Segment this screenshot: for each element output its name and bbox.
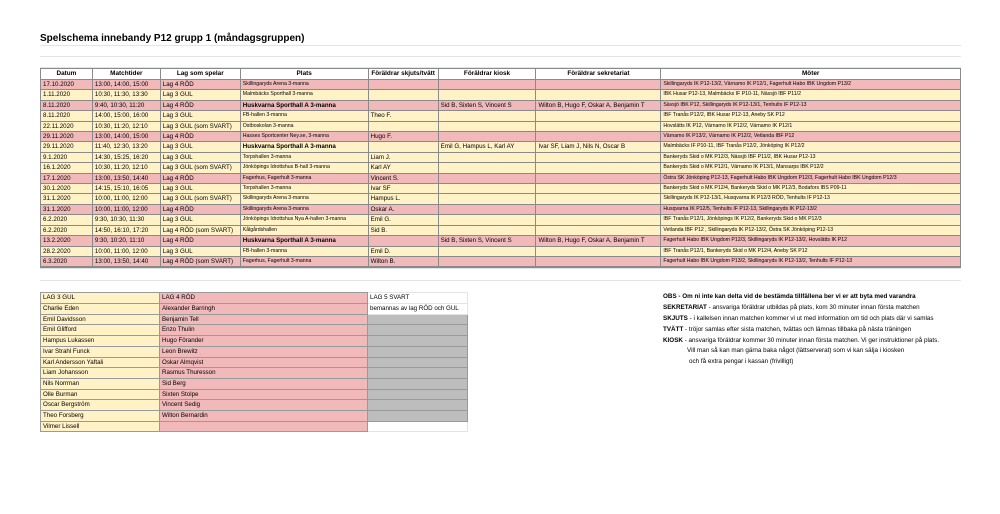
place-cell: Jönköpings Idrottshus Nya A-hallen 3-manna bbox=[240, 215, 368, 225]
opponents-cell: Hovslätts IK P12, Värnamo IK P12/2, Värnamo IK P12/1 bbox=[661, 121, 961, 131]
opponents-cell: Vetlanda IBF P12 , Skillingaryds IK P12-13/2, Östra SK Jönköping P12-13 bbox=[661, 225, 961, 235]
times-cell: 10:30, 11:20, 12:10 bbox=[92, 121, 160, 131]
opponents-cell: Skillingaryds IK P12-13/2, Värnamo IK P12/1, Fagerhult Habo IBK Ungdom P13/2 bbox=[661, 80, 961, 90]
skjuts-cell: Liam J. bbox=[368, 152, 438, 162]
skjuts-cell bbox=[368, 236, 438, 246]
svart-cell bbox=[368, 368, 468, 379]
svart-cell bbox=[368, 378, 468, 389]
svart-cell bbox=[368, 389, 468, 400]
place-cell: Huskvarna Sporthall A 3-manna bbox=[240, 142, 368, 152]
team-row bbox=[41, 314, 468, 325]
svart-cell bbox=[368, 325, 468, 336]
team-cell: Lag 3 GUL (som SVART) bbox=[160, 121, 240, 131]
kiosk-cell bbox=[438, 173, 536, 183]
opponents-cell: Husqvarna IK P12/5, Tenhults IF P12-13, Skillingaryds IK P12-13/2 bbox=[661, 204, 961, 214]
schedule-row bbox=[41, 184, 961, 194]
schedule-row bbox=[41, 236, 961, 246]
place-cell: Skillingaryds Arena 3-manna bbox=[240, 80, 368, 90]
place-cell: Huskvarna Sporthall A 3-manna bbox=[240, 100, 368, 110]
rod-member: Sixten Stolpe bbox=[160, 389, 368, 400]
skjuts-cell bbox=[368, 121, 438, 131]
svart-cell bbox=[368, 411, 468, 422]
team-row bbox=[41, 389, 468, 400]
schedule-row bbox=[41, 246, 961, 256]
date-cell: 6.3.2020 bbox=[41, 256, 93, 266]
date-cell: 8.11.2020 bbox=[41, 111, 93, 121]
opponents-cell: Skillingaryds IK P12-13/1, Husqvarna IK P12/3 RÖD, Tenhults IF P12-13 bbox=[661, 194, 961, 204]
schedule-row bbox=[41, 163, 961, 173]
date-cell: 1.11.2020 bbox=[41, 90, 93, 100]
schedule-row bbox=[41, 142, 961, 152]
place-cell: Torpshallen 3-manna bbox=[240, 152, 368, 162]
column-header: Möter bbox=[661, 69, 961, 80]
rod-member: Oskar Almqvist bbox=[160, 357, 368, 368]
team-cell: Lag 3 GUL bbox=[160, 152, 240, 162]
sekretariat-cell bbox=[536, 121, 661, 131]
team-cell: Lag 3 GUL bbox=[160, 111, 240, 121]
times-cell: 14:30, 15:25, 16:20 bbox=[92, 152, 160, 162]
opponents-cell: IBF Tranås P12/1, Jönköpings IK P12/2, Bankeryds Skid o MK P12/3 bbox=[661, 215, 961, 225]
team-cell: Lag 4 RÖD bbox=[160, 236, 240, 246]
schedule-row bbox=[41, 204, 961, 214]
gul-member: Ivar Strahl Funck bbox=[41, 346, 160, 357]
svart-cell bbox=[368, 357, 468, 368]
times-cell: 13:00, 14:00, 15:00 bbox=[92, 80, 160, 90]
sekretariat-cell bbox=[536, 90, 661, 100]
gul-member: Olle Burman bbox=[41, 389, 160, 400]
place-cell: FB-hallen 3-manna bbox=[240, 246, 368, 256]
schedule-row bbox=[41, 173, 961, 183]
opponents-cell: Bankeryds Skid o MK P12/1, Värnamo IK P13/1, Mansarps IBK P12/2 bbox=[661, 163, 961, 173]
team-row bbox=[41, 368, 468, 379]
gul-member: Liam Johansson bbox=[41, 368, 160, 379]
kiosk-cell bbox=[438, 194, 536, 204]
sekretariat-cell bbox=[536, 194, 661, 204]
gul-member: Oscar Bergström bbox=[41, 400, 160, 411]
schedule-row bbox=[41, 194, 961, 204]
kiosk-cell bbox=[438, 215, 536, 225]
team-row bbox=[41, 357, 468, 368]
column-header: Datum bbox=[41, 69, 93, 80]
svart-cell bbox=[368, 336, 468, 347]
svart-note: bemannas av lag RÖD och GUL bbox=[368, 304, 468, 315]
sekretariat-cell bbox=[536, 132, 661, 142]
kiosk-cell bbox=[438, 111, 536, 121]
kiosk-cell: Sid B, Sixten S, Vincent S bbox=[438, 236, 536, 246]
kiosk-cell bbox=[438, 163, 536, 173]
opponents-cell: Malmbäcks IF P10-11, IBF Tranås P12/2, Jönköping IK P12/2 bbox=[661, 142, 961, 152]
date-cell: 29.11.2020 bbox=[41, 142, 93, 152]
times-cell: 10:00, 11:00, 12:00 bbox=[92, 246, 160, 256]
schedule-table bbox=[40, 68, 961, 267]
team-cell: Lag 4 RÖD bbox=[160, 204, 240, 214]
skjuts-cell: Sid B. bbox=[368, 225, 438, 235]
skjuts-cell: Oskar A. bbox=[368, 204, 438, 214]
rod-header: LAG 4 RÖD bbox=[160, 293, 368, 304]
skjuts-cell: Vincent S. bbox=[368, 173, 438, 183]
team-cell: Lag 3 GUL bbox=[160, 246, 240, 256]
place-cell: Malmbäcks Sporthall 3-manna bbox=[240, 90, 368, 100]
rod-member: Leon Brewitz bbox=[160, 346, 368, 357]
skjuts-cell: Karl AY bbox=[368, 163, 438, 173]
times-cell: 10:00, 11:00, 12:00 bbox=[92, 204, 160, 214]
kiosk-cell bbox=[438, 90, 536, 100]
place-cell: Hasses Sportcenter Ney.se, 3-manna bbox=[240, 132, 368, 142]
date-cell: 16.1.2020 bbox=[41, 163, 93, 173]
team-row bbox=[41, 346, 468, 357]
gul-member: Karl Andersson Yaftali bbox=[41, 357, 160, 368]
sekretariat-cell bbox=[536, 80, 661, 90]
gul-member: Hampus Lukassen bbox=[41, 336, 160, 347]
rod-member bbox=[160, 421, 368, 432]
times-cell: 9:30, 10:20, 11:10 bbox=[92, 236, 160, 246]
sekretariat-cell bbox=[536, 215, 661, 225]
date-cell: 17.1.2020 bbox=[41, 173, 93, 183]
note-kiosk: KIOSK - ansvariga föräldrar kommer 30 minuter innan första matchen. Vi ger instruktioner på plats. bbox=[663, 336, 940, 344]
kiosk-cell bbox=[438, 225, 536, 235]
sekretariat-cell bbox=[536, 225, 661, 235]
team-row bbox=[41, 421, 468, 432]
rod-member: Hugo Förander bbox=[160, 336, 368, 347]
lower-section bbox=[40, 292, 961, 442]
kiosk-cell bbox=[438, 80, 536, 90]
date-cell: 28.2.2020 bbox=[41, 246, 93, 256]
sekretariat-cell: Wilton B, Hugo F, Oskar A, Benjamin T bbox=[536, 236, 661, 246]
date-cell: 8.11.2020 bbox=[41, 100, 93, 110]
team-row bbox=[41, 325, 468, 336]
kiosk-cell: Sid B, Sixten S, Vincent S bbox=[438, 100, 536, 110]
note-skjuts: SKJUTS - i kallelsen innan matchen kommer vi ut med information om tid och plats där vi samlas bbox=[663, 314, 934, 322]
rod-member: Vincent Sedig bbox=[160, 400, 368, 411]
place-cell: Huskvarna Sporthall A 3-manna bbox=[240, 236, 368, 246]
schedule-row bbox=[41, 225, 961, 235]
sekretariat-cell bbox=[536, 256, 661, 266]
opponents-cell: Sävsjö IBK P12, Skillingaryds IK P12-13/1, Tenhults IF P12-13 bbox=[661, 100, 961, 110]
place-cell: Skillingaryds Arena 3-manna bbox=[240, 204, 368, 214]
date-cell: 6.2.2020 bbox=[41, 215, 93, 225]
place-cell: Ostboskolan 3-manna bbox=[240, 121, 368, 131]
skjuts-cell: Theo F. bbox=[368, 111, 438, 121]
place-cell: Kålgårdshallen bbox=[240, 225, 368, 235]
sekretariat-cell bbox=[536, 204, 661, 214]
kiosk-cell bbox=[438, 121, 536, 131]
gul-header: LAG 3 GUL bbox=[41, 293, 160, 304]
sekretariat-cell bbox=[536, 246, 661, 256]
opponents-cell: Bankeryds Skid o MK P12/4, Bankeryds Skid o MK P12/3, Bodafors IBS P09-11 bbox=[661, 184, 961, 194]
column-header: Föräldrar kiosk bbox=[438, 69, 536, 80]
page-title: Spelschema innebandy P12 grupp 1 (måndagsgruppen) bbox=[40, 33, 305, 44]
date-cell: 22.11.2020 bbox=[41, 121, 93, 131]
team-cell: Lag 4 RÖD bbox=[160, 100, 240, 110]
sekretariat-cell: Ivar SF, Liam J, Nils N, Oscar B bbox=[536, 142, 661, 152]
column-header: Lag som spelar bbox=[160, 69, 240, 80]
svart-cell bbox=[368, 346, 468, 357]
note-tvatt: TVÄTT - tröjor samlas efter sista matchen, tvättas och lämnas tillbaka på nästa träningen bbox=[663, 325, 912, 333]
gul-member: Vilmer Lissell bbox=[41, 421, 160, 432]
sekretariat-cell bbox=[536, 163, 661, 173]
team-row bbox=[41, 378, 468, 389]
sekretariat-cell bbox=[536, 111, 661, 121]
opponents-cell: IBF Tranås P12/2, IBK Husar P12-13, Aneby SK P12 bbox=[661, 111, 961, 121]
rod-member: Benjamin Tell bbox=[160, 314, 368, 325]
notes-panel bbox=[663, 292, 963, 368]
sekretariat-cell: Wilton B, Hugo F, Oskar A, Benjamin T bbox=[536, 100, 661, 110]
date-cell: 9.1.2020 bbox=[41, 152, 93, 162]
kiosk-cell bbox=[438, 152, 536, 162]
rod-member: Wilton Bernardin bbox=[160, 411, 368, 422]
rod-member: Sid Berg bbox=[160, 378, 368, 389]
svart-cell bbox=[368, 314, 468, 325]
times-cell: 10:30, 11:30, 13:30 bbox=[92, 90, 160, 100]
skjuts-cell: Hampus L. bbox=[368, 194, 438, 204]
skjuts-cell bbox=[368, 90, 438, 100]
rod-member: Alexander Barringh bbox=[160, 304, 368, 315]
opponents-cell: IBF Tranås P12/1, Bankeryds Skid o MK P12/4, Aneby SK P12 bbox=[661, 246, 961, 256]
column-header: Föräldrar sekretariat bbox=[536, 69, 661, 80]
schedule-row bbox=[41, 90, 961, 100]
column-header: Plats bbox=[240, 69, 368, 80]
date-cell: 31.1.2020 bbox=[41, 194, 93, 204]
team-cell: Lag 4 RÖD (som SVART) bbox=[160, 225, 240, 235]
schedule-row bbox=[41, 152, 961, 162]
opponents-cell: Fagerhult Habo IBK Ungdom P13/2, Skillingaryds IK P12-13/2, Tenhults IF P12-13 bbox=[661, 256, 961, 266]
skjuts-cell bbox=[368, 100, 438, 110]
rod-member: Rasmus Thuresson bbox=[160, 368, 368, 379]
team-cell: Lag 4 RÖD (som SVART) bbox=[160, 256, 240, 266]
kiosk-cell bbox=[438, 246, 536, 256]
opponents-cell: Östra SK Jönköping P12-13, Fagerhult Habo IBK Ungdom P12/3, Fagerhult Habo IBK Ungdom P12/3 bbox=[661, 173, 961, 183]
times-cell: 14:15, 15:10, 16:05 bbox=[92, 184, 160, 194]
column-header: Föräldrar skjuts/tvätt bbox=[368, 69, 438, 80]
gul-member: Charlie Eden bbox=[41, 304, 160, 315]
gul-member: Emil Davidsson bbox=[41, 314, 160, 325]
gul-member: Theo Forsberg bbox=[41, 411, 160, 422]
times-cell: 13:00, 14:00, 15:00 bbox=[92, 132, 160, 142]
times-cell: 9:30, 10:30, 11:30 bbox=[92, 215, 160, 225]
place-cell: FB-hallen 3-manna bbox=[240, 111, 368, 121]
team-cell: Lag 4 RÖD bbox=[160, 173, 240, 183]
date-cell: 17.10.2020 bbox=[41, 80, 93, 90]
schedule-row bbox=[41, 121, 961, 131]
svart-cell bbox=[368, 400, 468, 411]
teams-table bbox=[40, 292, 468, 432]
opponents-cell: IBK Husar P12-13, Malmbäcks IF P10-11, Nässjö IBF P11/2 bbox=[661, 90, 961, 100]
team-cell: Lag 3 GUL bbox=[160, 142, 240, 152]
team-cell: Lag 3 GUL bbox=[160, 215, 240, 225]
spreadsheet bbox=[40, 33, 961, 442]
schedule-row bbox=[41, 256, 961, 266]
note-sekretariat: SEKRETARIAT - ansvariga föräldrar utbildas på plats, kom 30 minuter innan första matchen bbox=[663, 304, 920, 312]
svart-cell bbox=[368, 421, 468, 432]
note-kiosk-line3: och få extra pengar i kassan (frivilligt) bbox=[689, 358, 794, 366]
date-cell: 30.1.2020 bbox=[41, 184, 93, 194]
place-cell: Skillingaryds Arena 3-manna bbox=[240, 194, 368, 204]
place-cell: Fagerhus, Fagerhult 3-manna bbox=[240, 256, 368, 266]
times-cell: 9:40, 10:30, 11:20 bbox=[92, 100, 160, 110]
team-row bbox=[41, 304, 468, 315]
skjuts-cell: Emil G. bbox=[368, 215, 438, 225]
skjuts-cell: Wilton B. bbox=[368, 256, 438, 266]
kiosk-cell bbox=[438, 132, 536, 142]
gul-member: Nils Norrman bbox=[41, 378, 160, 389]
team-cell: Lag 3 GUL (som SVART) bbox=[160, 194, 240, 204]
team-cell: Lag 3 GUL bbox=[160, 90, 240, 100]
opponents-cell: Fagerhult Habo IBK Ungdom P12/3, Skillingaryds IK P12-13/2, Hovslätts IK P12 bbox=[661, 236, 961, 246]
place-cell: Jönköpings Idrottshus B-hall 3-manna bbox=[240, 163, 368, 173]
team-row bbox=[41, 400, 468, 411]
team-cell: Lag 4 RÖD bbox=[160, 80, 240, 90]
schedule-row bbox=[41, 132, 961, 142]
note-kiosk-line2: Vill man så kan man gärna baka något (lättserverat) som vi kan sälja i kiosken bbox=[687, 347, 905, 355]
date-cell: 29.11.2020 bbox=[41, 132, 93, 142]
schedule-row bbox=[41, 100, 961, 110]
sekretariat-cell bbox=[536, 152, 661, 162]
team-cell: Lag 3 GUL bbox=[160, 184, 240, 194]
column-header: Matchtider bbox=[92, 69, 160, 80]
skjuts-cell bbox=[368, 142, 438, 152]
opponents-cell: Värnamo IK P13/2, Värnamo IK P12/2, Vetlanda IBF P12 bbox=[661, 132, 961, 142]
times-cell: 14:00, 15:00, 16:00 bbox=[92, 111, 160, 121]
date-cell: 6.2.2020 bbox=[41, 225, 93, 235]
empty-rows bbox=[40, 267, 961, 292]
skjuts-cell: Emil D. bbox=[368, 246, 438, 256]
empty-rows bbox=[40, 45, 961, 68]
date-cell: 13.2.2020 bbox=[41, 236, 93, 246]
times-cell: 10:00, 11:00, 12:00 bbox=[92, 194, 160, 204]
kiosk-cell bbox=[438, 184, 536, 194]
skjuts-cell: Hugo F. bbox=[368, 132, 438, 142]
times-cell: 11:40, 12:30, 13:20 bbox=[92, 142, 160, 152]
rod-member: Enzo Thulin bbox=[160, 325, 368, 336]
sekretariat-cell bbox=[536, 173, 661, 183]
kiosk-cell bbox=[438, 204, 536, 214]
opponents-cell: Bankeryds Skid o MK P12/3, Nässjö IBF P11/2, IBK Husar P12-13 bbox=[661, 152, 961, 162]
times-cell: 13:00, 13:50, 14:40 bbox=[92, 256, 160, 266]
place-cell: Torpshallen 3-manna bbox=[240, 184, 368, 194]
schedule-header-row bbox=[41, 69, 961, 80]
kiosk-cell: Emil G, Hampus L, Karl AY bbox=[438, 142, 536, 152]
gul-member: Emil Glifford bbox=[41, 325, 160, 336]
sekretariat-cell bbox=[536, 184, 661, 194]
note-obs: OBS - Om ni inte kan delta vid de bestämda tillfällena ber vi er att byta med varandra bbox=[663, 293, 916, 301]
date-cell: 31.1.2020 bbox=[41, 204, 93, 214]
schedule-row bbox=[41, 111, 961, 121]
skjuts-cell: Ivar SF bbox=[368, 184, 438, 194]
times-cell: 13:00, 13:50, 14:40 bbox=[92, 173, 160, 183]
schedule-row bbox=[41, 80, 961, 90]
kiosk-cell bbox=[438, 256, 536, 266]
svart-header: LAG 5 SVART bbox=[368, 293, 468, 304]
times-cell: 10:30, 11:20, 12:10 bbox=[92, 163, 160, 173]
team-row bbox=[41, 336, 468, 347]
schedule-row bbox=[41, 215, 961, 225]
team-row bbox=[41, 293, 468, 304]
place-cell: Fagerhus, Fagerhult 3-manna bbox=[240, 173, 368, 183]
team-cell: Lag 4 RÖD bbox=[160, 132, 240, 142]
team-cell: Lag 3 GUL (som SVART) bbox=[160, 163, 240, 173]
times-cell: 14:50, 16:10, 17:20 bbox=[92, 225, 160, 235]
skjuts-cell bbox=[368, 80, 438, 90]
team-row bbox=[41, 411, 468, 422]
